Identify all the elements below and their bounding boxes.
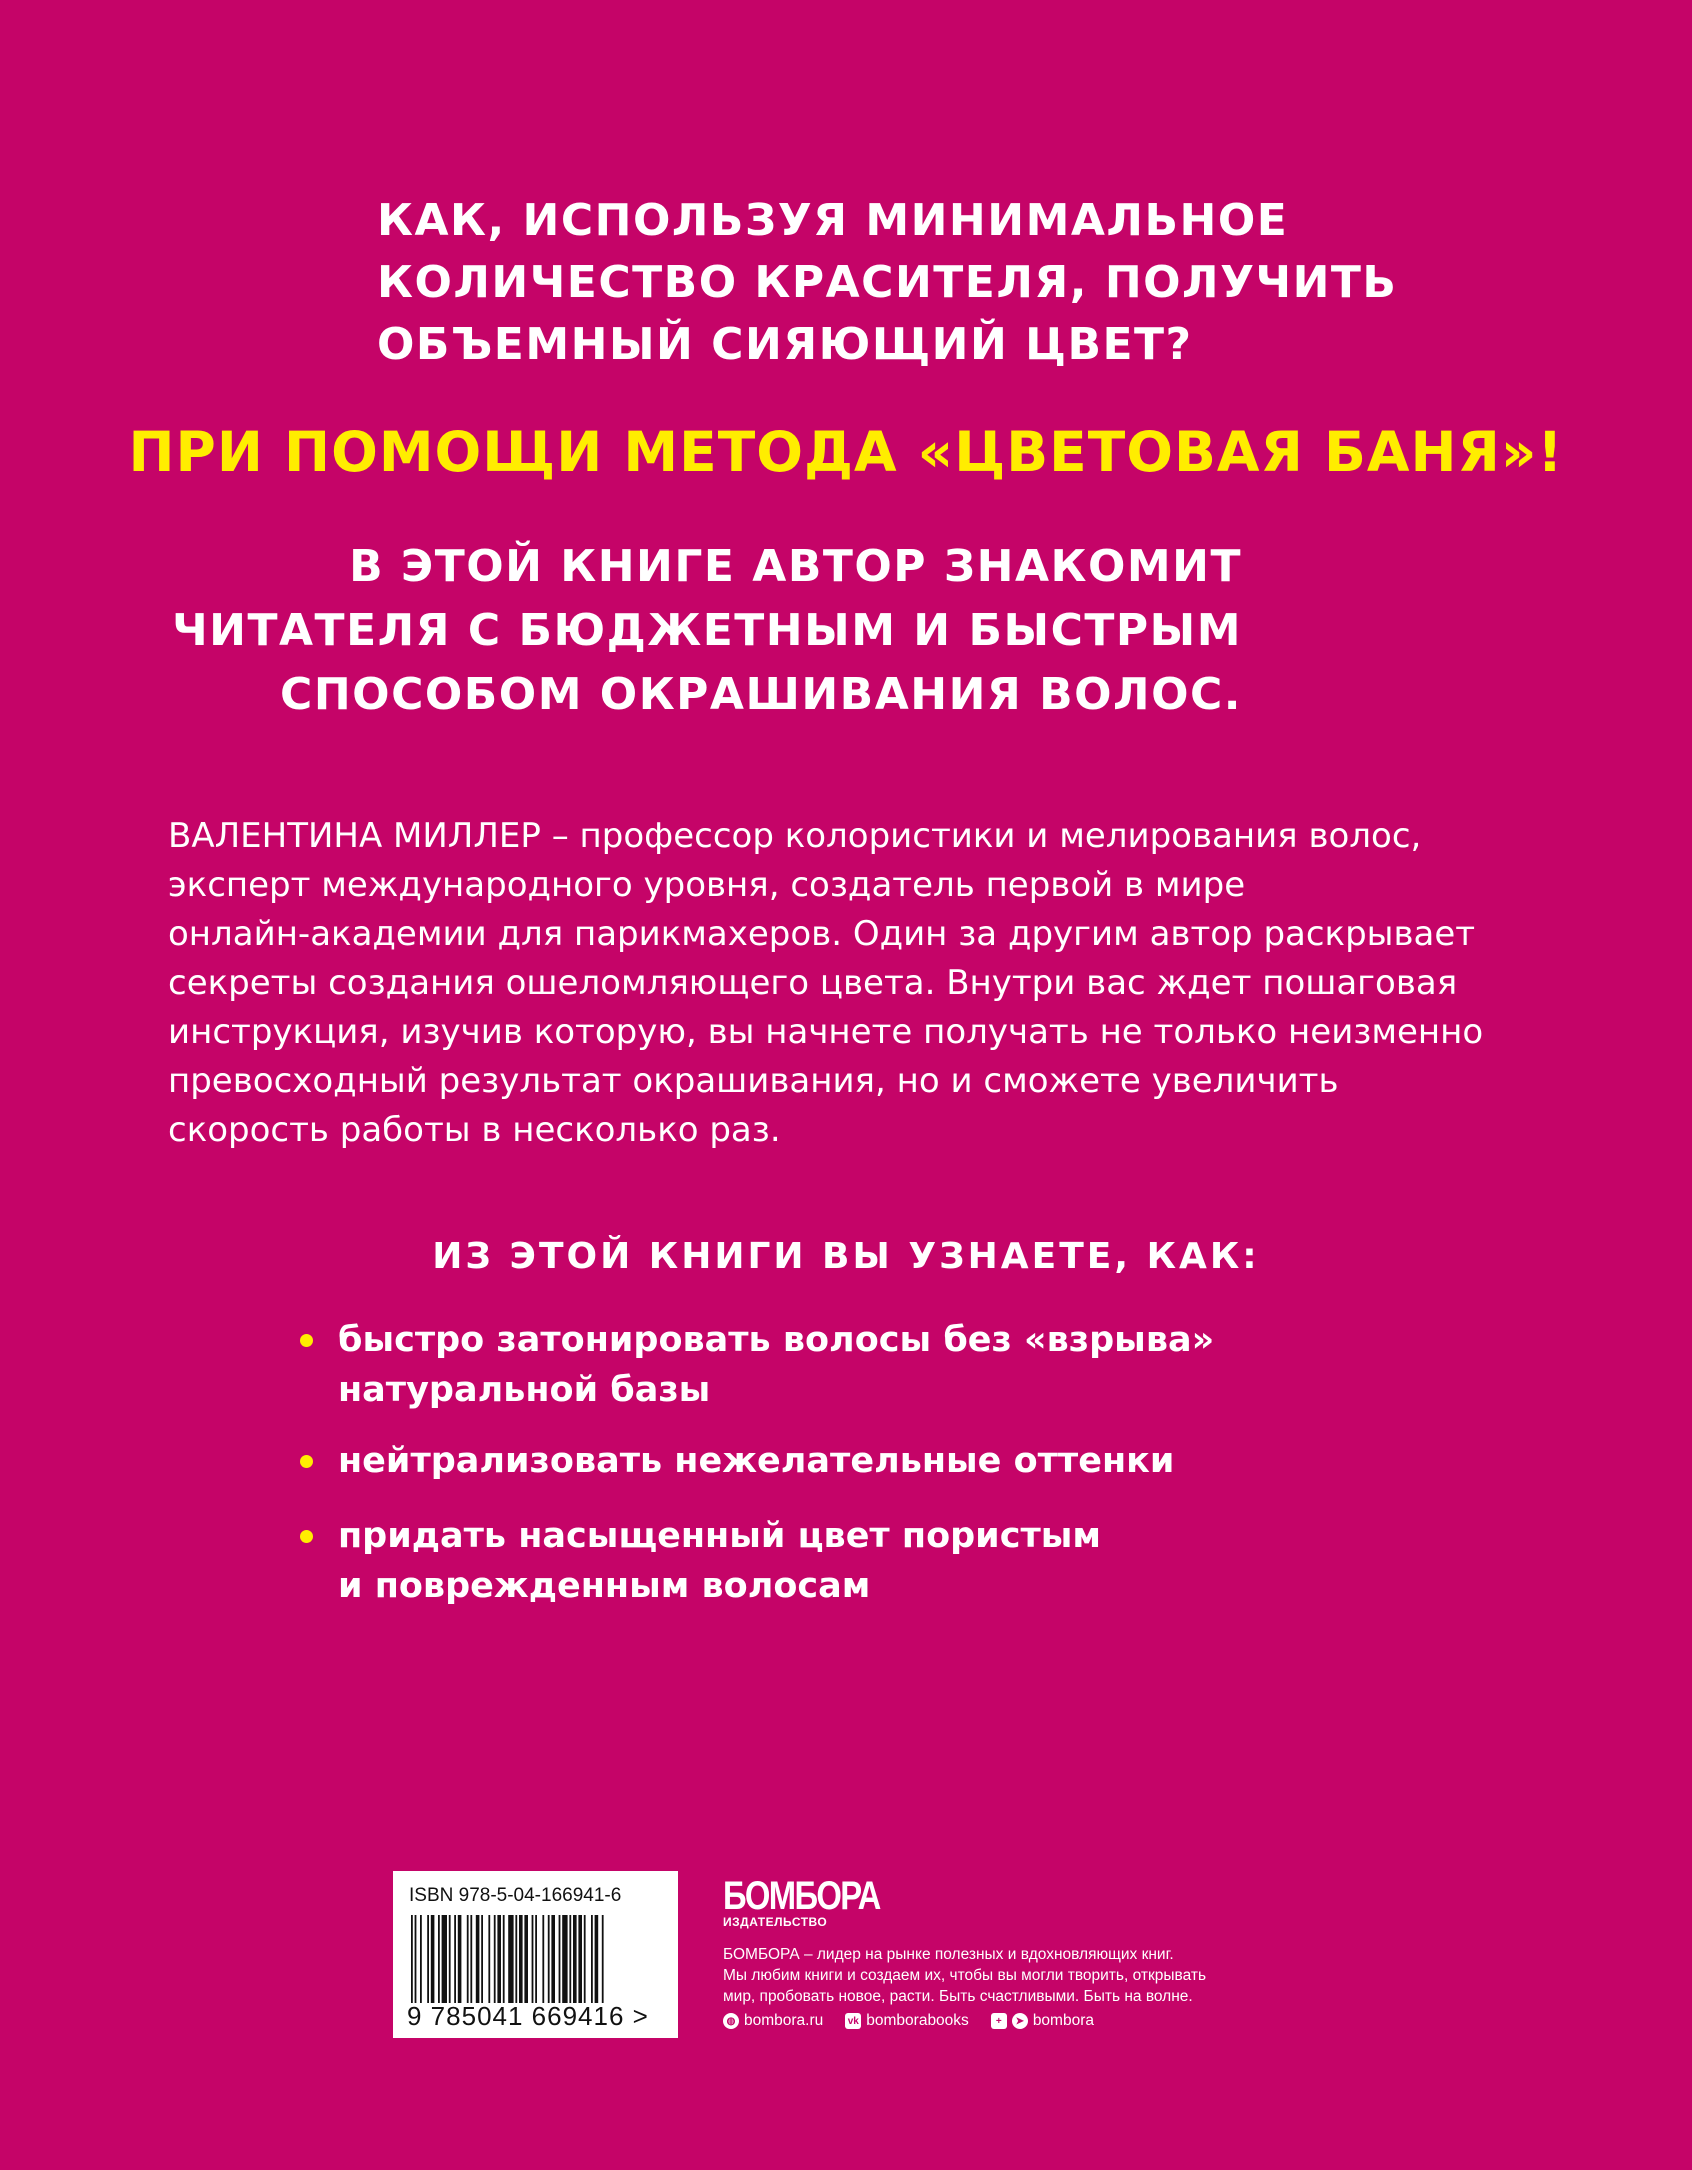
telegram-icon: ➤ bbox=[1012, 2013, 1028, 2029]
description-line: превосходный результат окрашивания, но и сможете увеличить bbox=[168, 1061, 1339, 1101]
isbn-barcode bbox=[393, 1871, 678, 2038]
publisher-text bbox=[723, 1944, 1206, 2007]
isbn-number: ISBN 978-5-04-166941-6 bbox=[409, 1885, 622, 1906]
social-telegram-label: bombora bbox=[1032, 2012, 1094, 2029]
learn-item-line: быстро затонировать волосы без «взрыва» bbox=[338, 1320, 1215, 1360]
description-line: ВАЛЕНТИНА МИЛЛЕР – профессор колористики и мелирования волос, bbox=[168, 816, 1422, 856]
publisher-text-line: мир, пробовать новое, расти. Быть счастливыми. Быть на волне. bbox=[723, 1988, 1193, 2005]
vk-icon: vk bbox=[845, 2013, 861, 2029]
plus-icon: + bbox=[991, 2013, 1007, 2029]
globe-icon: ◍ bbox=[723, 2013, 739, 2029]
barcode-digits: 9 785041 669416 > bbox=[407, 2001, 649, 2031]
learn-heading: ИЗ ЭТОЙ КНИГИ ВЫ УЗНАЕТЕ, КАК: bbox=[432, 1236, 1260, 1277]
barcode-bars bbox=[411, 1915, 661, 2003]
social-vk[interactable] bbox=[845, 2012, 969, 2030]
learn-item-line: натуральной базы bbox=[338, 1370, 711, 1410]
bullet-dot-icon bbox=[300, 1455, 313, 1468]
bullet-dot-icon bbox=[300, 1334, 313, 1347]
learn-item-line: и поврежденным волосам bbox=[338, 1566, 871, 1606]
social-website[interactable] bbox=[723, 2012, 823, 2030]
description-line: эксперт международного уровня, создатель первой в мире bbox=[168, 865, 1246, 905]
question-line: КАК, ИСПОЛЬЗУЯ МИНИМАЛЬНОЕ bbox=[377, 195, 1289, 246]
social-website-label: bombora.ru bbox=[744, 2012, 824, 2029]
intro-line: СПОСОБОМ ОКРАШИВАНИЯ ВОЛОС. bbox=[280, 669, 1242, 720]
author-description bbox=[168, 812, 1483, 1155]
publisher-socials bbox=[723, 2012, 1116, 2030]
description-line: онлайн-академии для парикмахеров. Один за другим автор раскрывает bbox=[168, 914, 1476, 954]
learn-item bbox=[300, 1436, 1174, 1486]
publisher-text-line: БОМБОРА – лидер на рынке полезных и вдохновляющих книг. bbox=[723, 1946, 1174, 1963]
intro-block bbox=[172, 535, 1242, 727]
social-vk-label: bomborabooks bbox=[866, 2012, 969, 2029]
publisher-logo: БОМБОРА bbox=[723, 1874, 880, 1918]
intro-line: ЧИТАТЕЛЯ С БЮДЖЕТНЫМ И БЫСТРЫМ bbox=[172, 605, 1242, 656]
description-line: скорость работы в несколько раз. bbox=[168, 1110, 781, 1150]
bullet-dot-icon bbox=[300, 1530, 313, 1543]
social-telegram[interactable] bbox=[991, 2012, 1094, 2030]
learn-item bbox=[300, 1315, 1214, 1415]
question-line: КОЛИЧЕСТВО КРАСИТЕЛЯ, ПОЛУЧИТЬ bbox=[377, 257, 1398, 308]
publisher-subtitle: ИЗДАТЕЛЬСТВО bbox=[723, 1915, 828, 1929]
learn-item-line: нейтрализовать нежелательные оттенки bbox=[338, 1441, 1175, 1481]
headline: ПРИ ПОМОЩИ МЕТОДА «ЦВЕТОВАЯ БАНЯ»! bbox=[128, 420, 1564, 484]
intro-line: В ЭТОЙ КНИГЕ АВТОР ЗНАКОМИТ bbox=[349, 541, 1242, 592]
question-line: ОБЪЕМНЫЙ СИЯЮЩИЙ ЦВЕТ? bbox=[377, 319, 1193, 370]
learn-item-line: придать насыщенный цвет пористым bbox=[338, 1516, 1101, 1556]
description-line: инструкция, изучив которую, вы начнете получать не только неизменно bbox=[168, 1012, 1484, 1052]
learn-item bbox=[300, 1511, 1101, 1611]
question-block bbox=[377, 190, 1397, 376]
publisher-text-line: Мы любим книги и создаем их, чтобы вы могли творить, открывать bbox=[723, 1967, 1207, 1984]
description-line: секреты создания ошеломляющего цвета. Внутри вас ждет пошаговая bbox=[168, 963, 1458, 1003]
